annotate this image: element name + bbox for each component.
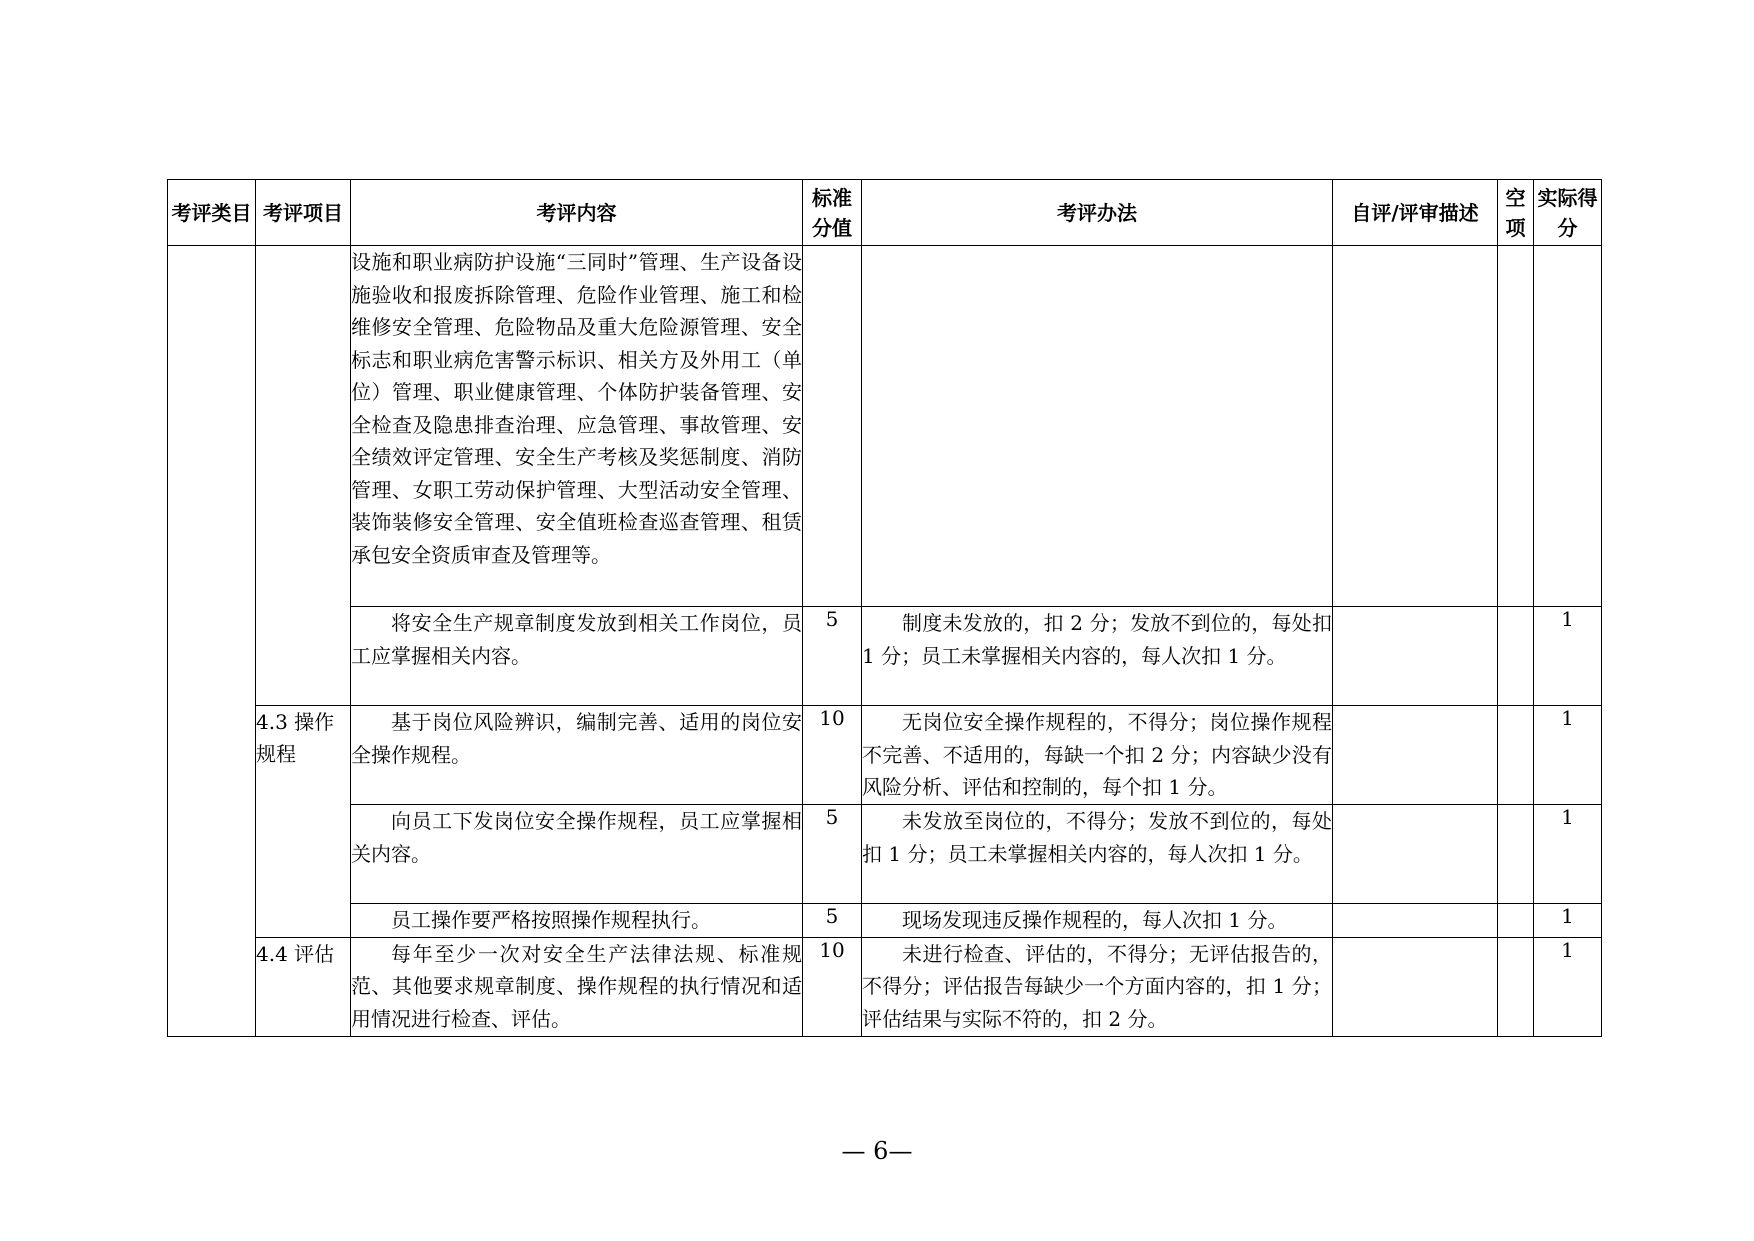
method-cell: [862, 904, 1333, 938]
category-cell: [168, 246, 256, 1037]
table-row: [168, 937, 1602, 1036]
content-cell: [351, 706, 803, 805]
score-cell: 5: [803, 607, 862, 706]
content-text: 将安全生产规章制度发放到相关工作岗位，员工应掌握相关内容。: [351, 611, 802, 668]
table-row: [168, 706, 1602, 805]
content-text: 员工操作要严格按照操作规程执行。: [391, 908, 711, 932]
empty-cell: [1498, 904, 1534, 938]
evaluation-table: [167, 179, 1602, 1037]
header-row: [168, 180, 1602, 246]
description-cell: [1333, 706, 1498, 805]
content-text: 向员工下发岗位安全操作规程，员工应掌握相关内容。: [351, 809, 802, 866]
description-cell: [1333, 246, 1498, 607]
description-cell: [1333, 805, 1498, 904]
header-empty: 空项: [1498, 180, 1534, 246]
method-text: 未进行检查、评估的，不得分；无评估报告的，不得分；评估报告每缺少一个方面内容的，扣 1 分；评估结果与实际不符的，扣 2 分。: [862, 941, 1332, 1031]
score-cell: 10: [803, 937, 862, 1036]
score-cell: 10: [803, 706, 862, 805]
method-cell: [862, 937, 1333, 1036]
header-item: 考评项目: [256, 180, 351, 246]
method-text: 制度未发放的，扣 2 分；发放不到位的，每处扣 1 分；员工未掌握相关内容的，每人次扣 1 分。: [862, 611, 1332, 668]
item-cell-evaluation: 4.4 评估: [256, 937, 351, 1036]
header-description: 自评/评审描述: [1333, 180, 1498, 246]
description-cell: [1333, 937, 1498, 1036]
content-text: 每年至少一次对安全生产法律法规、标准规范、其他要求规章制度、操作规程的执行情况和适用情况进行检查、评估。: [351, 941, 802, 1031]
table-row: [168, 805, 1602, 904]
header-actual: 实际得分: [1534, 180, 1602, 246]
method-cell: [862, 805, 1333, 904]
empty-cell: [1498, 607, 1534, 706]
content-cell: [351, 937, 803, 1036]
actual-score-cell: [1534, 246, 1602, 607]
content-cell: 设施和职业病防护设施“三同时”管理、生产设备设施验收和报废拆除管理、危险作业管理、施工和检维修安全管理、危险物品及重大危险源管理、安全标志和职业病危害警示标识、相关方及外用工（单位）管理、职业健康管理、个体防护装备管理、安全检查及隐患排查治理、应急管理、事故管理、安全绩效评定管理、安全生产考核及奖惩制度、消防管理、女职工劳动保护管理、大型活动安全管理、装饰装修安全管理、安全值班检查巡查管理、租赁承包安全资质审查及管理等。: [351, 246, 803, 607]
actual-score-cell: 1: [1534, 805, 1602, 904]
content-cell: [351, 904, 803, 938]
item-cell-operation-rules: 4.3 操作规程: [256, 706, 351, 938]
table-row: [168, 904, 1602, 938]
method-cell: [862, 607, 1333, 706]
table-row: [168, 246, 1602, 607]
content-cell: [351, 607, 803, 706]
score-cell: 5: [803, 904, 862, 938]
item-cell: [256, 246, 351, 706]
method-text: 现场发现违反操作规程的，每人次扣 1 分。: [902, 908, 1288, 932]
header-method: 考评办法: [862, 180, 1333, 246]
actual-score-cell: 1: [1534, 607, 1602, 706]
header-category: 考评类目: [168, 180, 256, 246]
empty-cell: [1498, 246, 1534, 607]
empty-cell: [1498, 937, 1534, 1036]
method-cell: [862, 246, 1333, 607]
page-number: — 6—: [841, 1137, 913, 1165]
actual-score-cell: 1: [1534, 937, 1602, 1036]
actual-score-cell: 1: [1534, 706, 1602, 805]
table-row: [168, 607, 1602, 706]
method-cell: [862, 706, 1333, 805]
header-content: 考评内容: [351, 180, 803, 246]
actual-score-cell: 1: [1534, 904, 1602, 938]
empty-cell: [1498, 706, 1534, 805]
empty-cell: [1498, 805, 1534, 904]
header-score: 标准分值: [803, 180, 862, 246]
description-cell: [1333, 607, 1498, 706]
method-text: 无岗位安全操作规程的，不得分；岗位操作规程不完善、不适用的，每缺一个扣 2 分；内容缺少没有风险分析、评估和控制的，每个扣 1 分。: [862, 710, 1332, 799]
score-cell: 5: [803, 805, 862, 904]
method-text: 未发放至岗位的，不得分；发放不到位的，每处扣 1 分；员工未掌握相关内容的，每人次扣 1 分。: [862, 809, 1332, 866]
score-cell: [803, 246, 862, 607]
content-text: 基于岗位风险辨识，编制完善、适用的岗位安全操作规程。: [351, 710, 802, 767]
description-cell: [1333, 904, 1498, 938]
content-cell: [351, 805, 803, 904]
